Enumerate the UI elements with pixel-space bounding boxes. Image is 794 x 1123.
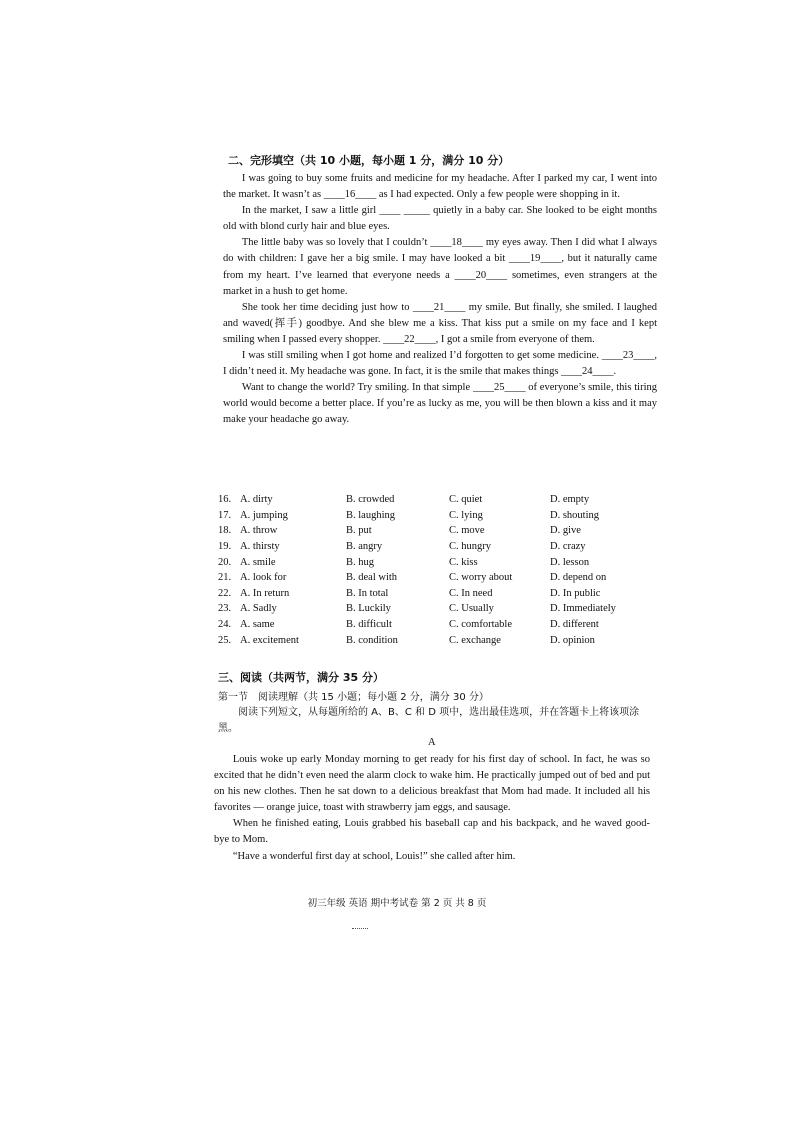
- option-b: B. hug: [346, 556, 375, 568]
- option-d: D. Immediately: [550, 603, 616, 615]
- option-d: D. lesson: [550, 556, 590, 568]
- option-d: D. empty: [550, 494, 590, 506]
- reading-paragraph: When he finished eating, Louis grabbed his baseball cap and his backpack, and he waved good-bye to Mom.: [214, 818, 650, 846]
- question-number: 16.: [218, 494, 232, 506]
- option-b: B. laughing: [346, 509, 395, 521]
- passage-label: A: [428, 737, 436, 748]
- question-number: 22.: [218, 587, 232, 599]
- option-b: B. condition: [346, 634, 398, 646]
- option-row: [218, 508, 658, 524]
- option-b: B. crowded: [346, 494, 395, 506]
- cloze-options-table: [218, 492, 658, 648]
- question-number: 21.: [218, 572, 232, 584]
- question-number: 24.: [218, 619, 232, 631]
- cloze-paragraph: She took her time deciding just how to ____21____ my smile. But finally, she smiled. I laughed and waved(挥手) goodbye. And she blew me a kiss. That kiss put a smile on my face and I kept smiling when I passed every shopper. ____22____, I got a smile from everyone of them.: [223, 301, 657, 345]
- option-d: D. shouting: [550, 509, 600, 521]
- option-a: A. Sadly: [240, 603, 277, 615]
- reading-paragraph: Louis woke up early Monday morning to get ready for his first day of school. In fact, he was so excited that he didn’t even need the alarm clock to wake him. He practically jumped out of bed and put on his new clothes. Then he sat down to a delicious breakfast that Mom had made. It included all his favorites — orange juice, toast with strawberry jam eggs, and sausage.: [214, 754, 650, 814]
- scan-speck: [352, 928, 368, 931]
- option-c: C. lying: [449, 509, 483, 521]
- cloze-passage: [223, 171, 657, 429]
- section2-heading: 二、完形填空（共 10 小题，每小题 1 分，满分 10 分）: [228, 154, 510, 167]
- option-c: C. worry about: [449, 572, 513, 584]
- option-d: D. In public: [550, 587, 601, 599]
- option-a: A. excitement: [240, 634, 299, 646]
- option-row: [218, 523, 658, 539]
- option-d: D. give: [550, 525, 581, 537]
- option-b: B. In total: [346, 587, 389, 599]
- option-a: A. throw: [240, 525, 278, 537]
- option-row: [218, 586, 658, 602]
- option-c: C. exchange: [449, 634, 501, 646]
- option-row: [218, 492, 658, 508]
- option-c: C. In need: [449, 587, 493, 599]
- option-row: [218, 601, 658, 617]
- cloze-paragraph: The little baby was so lovely that I couldn’t ____18____ my eyes away. Then I did what I always do with children: I gave her a big smile. I may have looked a bit ____19____, but it naturally came from my heart. I’ve learned that everyone needs a ____20____ sometimes, even strangers at the market in a hush to get home.: [223, 237, 657, 297]
- question-number: 17.: [218, 509, 232, 521]
- cloze-paragraph: Want to change the world? Try smiling. In that simple ____25____ of everyone’s smile, this tiring world would become a better place. If you’re as lucky as me, you will be then blown a kiss and it may make your headache go away.: [223, 382, 657, 426]
- option-a: A. look for: [240, 572, 287, 584]
- option-row: [218, 539, 658, 555]
- option-b: B. put: [346, 525, 372, 537]
- option-c: C. hungry: [449, 541, 491, 553]
- cloze-paragraph: In the market, I saw a little girl ____ _____ quietly in a baby car. She looked to be eight months old with blond curly hair and blue eyes.: [223, 205, 657, 233]
- option-c: C. move: [449, 525, 485, 537]
- option-d: D. opinion: [550, 634, 595, 646]
- option-a: A. In return: [240, 587, 290, 599]
- option-c: C. comfortable: [449, 619, 512, 631]
- question-number: 18.: [218, 525, 232, 537]
- page-footer: 初三年级 英语 期中考试卷 第 2 页 共 8 页: [307, 898, 487, 909]
- reading-paragraph: “Have a wonderful first day at school, Louis!” she called after him.: [232, 850, 516, 862]
- option-c: C. Usually: [449, 603, 494, 615]
- option-d: D. different: [550, 619, 599, 631]
- option-d: D. crazy: [550, 541, 586, 553]
- option-row: [218, 570, 658, 586]
- option-row: [218, 554, 658, 570]
- question-number: 25.: [218, 634, 232, 646]
- option-b: B. deal with: [346, 572, 398, 584]
- option-a: A. dirty: [240, 494, 273, 506]
- option-a: A. smile: [240, 556, 276, 568]
- option-a: A. same: [240, 619, 275, 631]
- option-b: B. angry: [346, 541, 383, 553]
- reading-instruction: 阅读下列短文，从每题所给的 A、B、C 和 D 项中，选出最佳选项，并在答题卡上将该项涂黑。: [218, 707, 640, 734]
- option-d: D. depend on: [550, 572, 607, 584]
- option-c: C. kiss: [449, 556, 478, 568]
- section3-subsection-title: 第一节 阅读理解（共 15 小题；每小题 2 分，满分 30 分）: [218, 692, 489, 703]
- cloze-paragraph: I was still smiling when I got home and realized I’d forgotten to get some medicine. ____23____, I didn’t need it. My headache was gone. In fact, it is the smile that makes things ____24____.: [223, 350, 657, 378]
- option-a: A. jumping: [240, 509, 288, 521]
- question-number: 23.: [218, 603, 232, 615]
- option-row: [218, 632, 658, 648]
- option-row: [218, 617, 658, 633]
- question-number: 19.: [218, 541, 232, 553]
- option-a: A. thirsty: [240, 541, 280, 553]
- option-b: B. Luckily: [346, 603, 391, 615]
- reading-passage: [214, 752, 650, 865]
- question-number: 20.: [218, 556, 232, 568]
- section3-heading: 三、阅读（共两节，满分 35 分）: [218, 671, 384, 684]
- option-b: B. difficult: [346, 619, 392, 631]
- option-c: C. quiet: [449, 494, 483, 506]
- cloze-paragraph: I was going to buy some fruits and medicine for my headache. After I parked my car, I went into the market. It wasn’t as ____16____ as I had expected. Only a few people were shopping in it.: [223, 173, 657, 201]
